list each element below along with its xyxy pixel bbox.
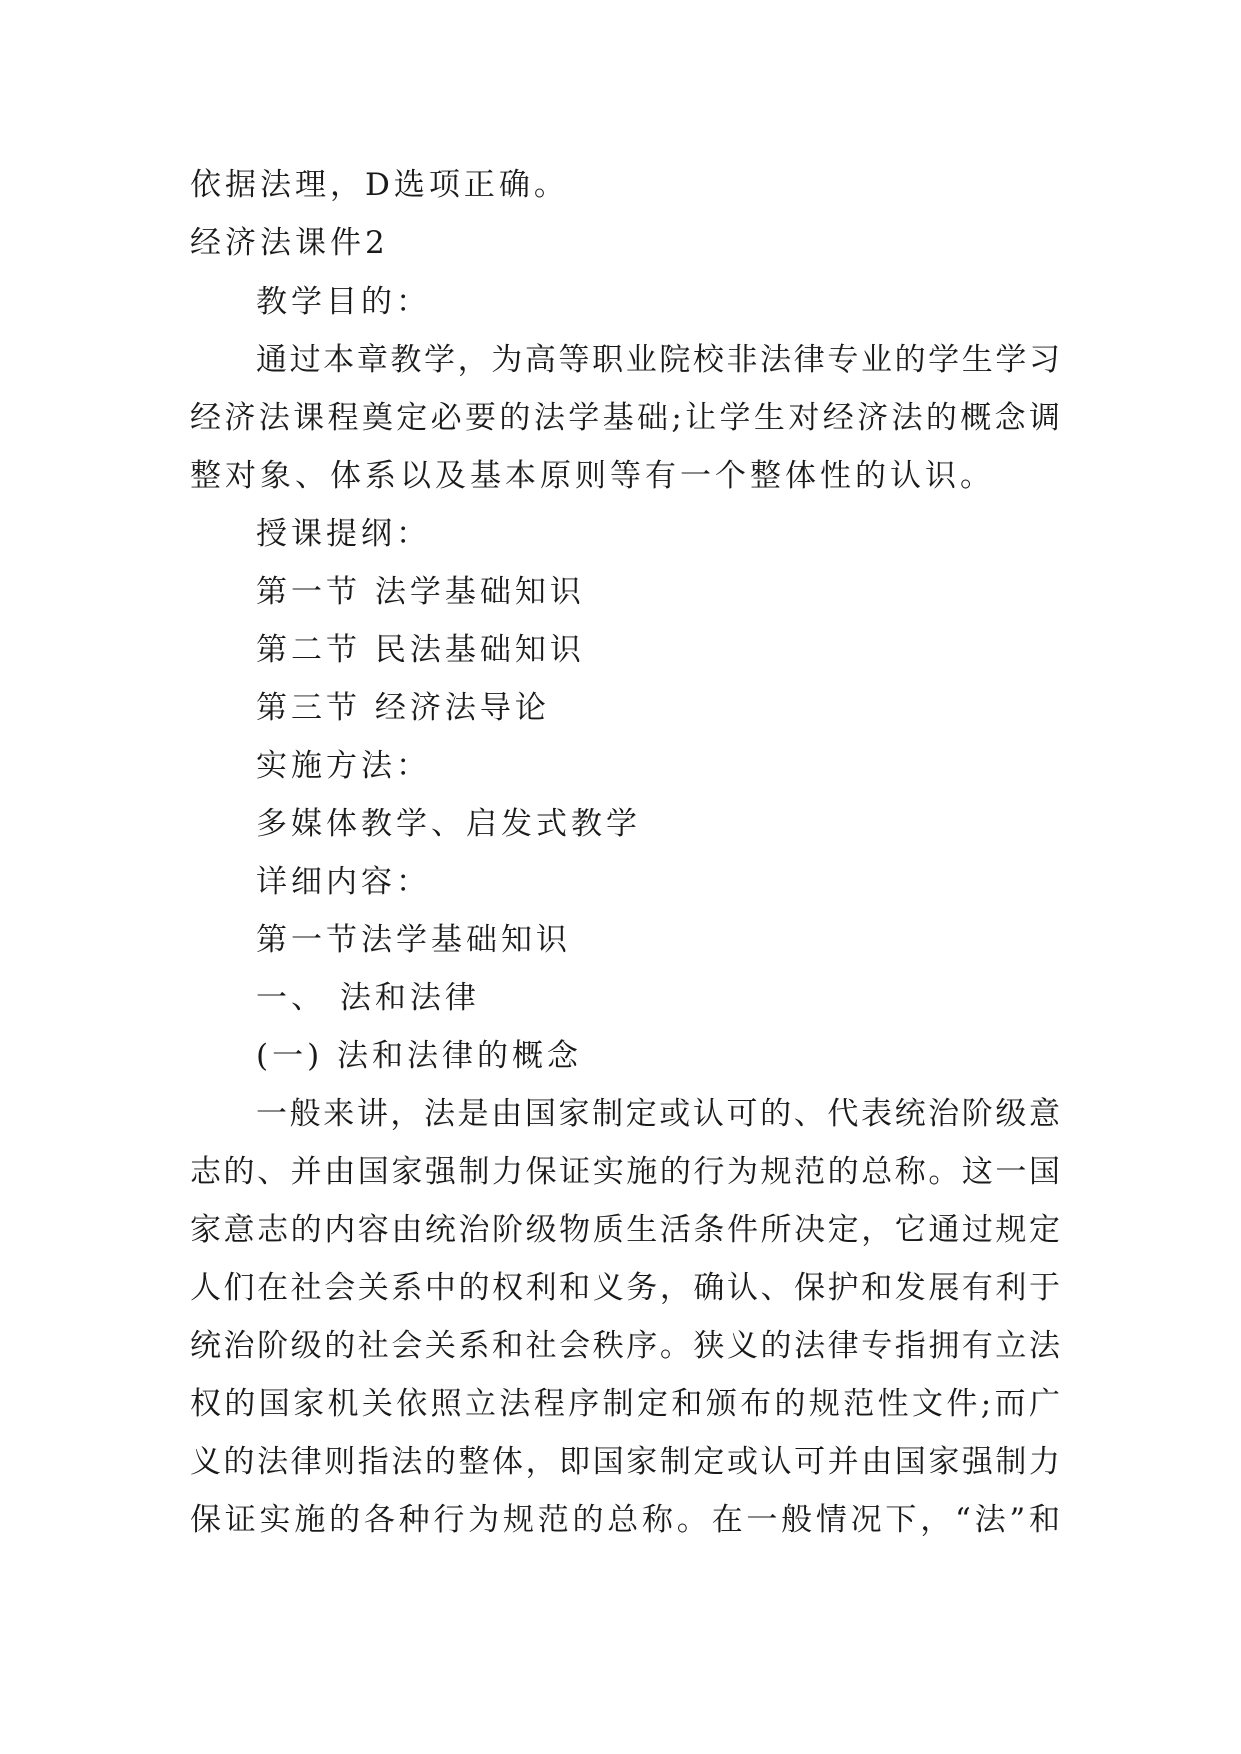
paragraph-line: 保证实施的各种行为规范的总称。在一般情况下，“法”和 <box>190 1502 1060 1538</box>
section-title: 经济法课件2 <box>190 225 389 261</box>
outline-item: 第二节 民法基础知识 <box>256 632 585 668</box>
paragraph-line: 义的法律则指法的整体，即国家制定或认可并由国家强制力 <box>190 1444 1060 1480</box>
paragraph-line: 整对象、体系以及基本原则等有一个整体性的认识。 <box>190 458 995 494</box>
paragraph-line: 家意志的内容由统治阶级物质生活条件所决定，它通过规定 <box>190 1212 1060 1248</box>
paragraph-line: 统治阶级的社会关系和社会秩序。狭义的法律专指拥有立法 <box>190 1328 1060 1364</box>
subsection-title: 第一节法学基础知识 <box>256 922 571 958</box>
heading-outline: 授课提纲： <box>256 516 431 552</box>
heading-method: 实施方法： <box>256 748 431 784</box>
paragraph-line: 一般来讲，法是由国家制定或认可的、代表统治阶级意 <box>256 1096 1060 1132</box>
heading-teaching-purpose: 教学目的： <box>256 284 431 320</box>
subheading: (一) 法和法律的概念 <box>256 1038 583 1074</box>
text-line-answer-conclusion: 依据法理，D选项正确。 <box>190 167 569 203</box>
outline-item: 第一节 法学基础知识 <box>256 574 585 610</box>
paragraph-line: 经济法课程奠定必要的法学基础;让学生对经济法的概念调 <box>190 400 1060 436</box>
subheading: 一、 法和法律 <box>256 980 480 1016</box>
heading-details: 详细内容： <box>256 864 431 900</box>
paragraph-line: 权的国家机关依照立法程序制定和颁布的规范性文件;而广 <box>190 1386 1060 1422</box>
paragraph-line: 人们在社会关系中的权利和义务，确认、保护和发展有利于 <box>190 1270 1060 1306</box>
paragraph-line: 志的、并由国家强制力保证实施的行为规范的总称。这一国 <box>190 1154 1060 1190</box>
paragraph-line: 通过本章教学，为高等职业院校非法律专业的学生学习 <box>256 342 1060 378</box>
outline-item: 第三节 经济法导论 <box>256 690 550 726</box>
method-text: 多媒体教学、启发式教学 <box>256 806 641 842</box>
